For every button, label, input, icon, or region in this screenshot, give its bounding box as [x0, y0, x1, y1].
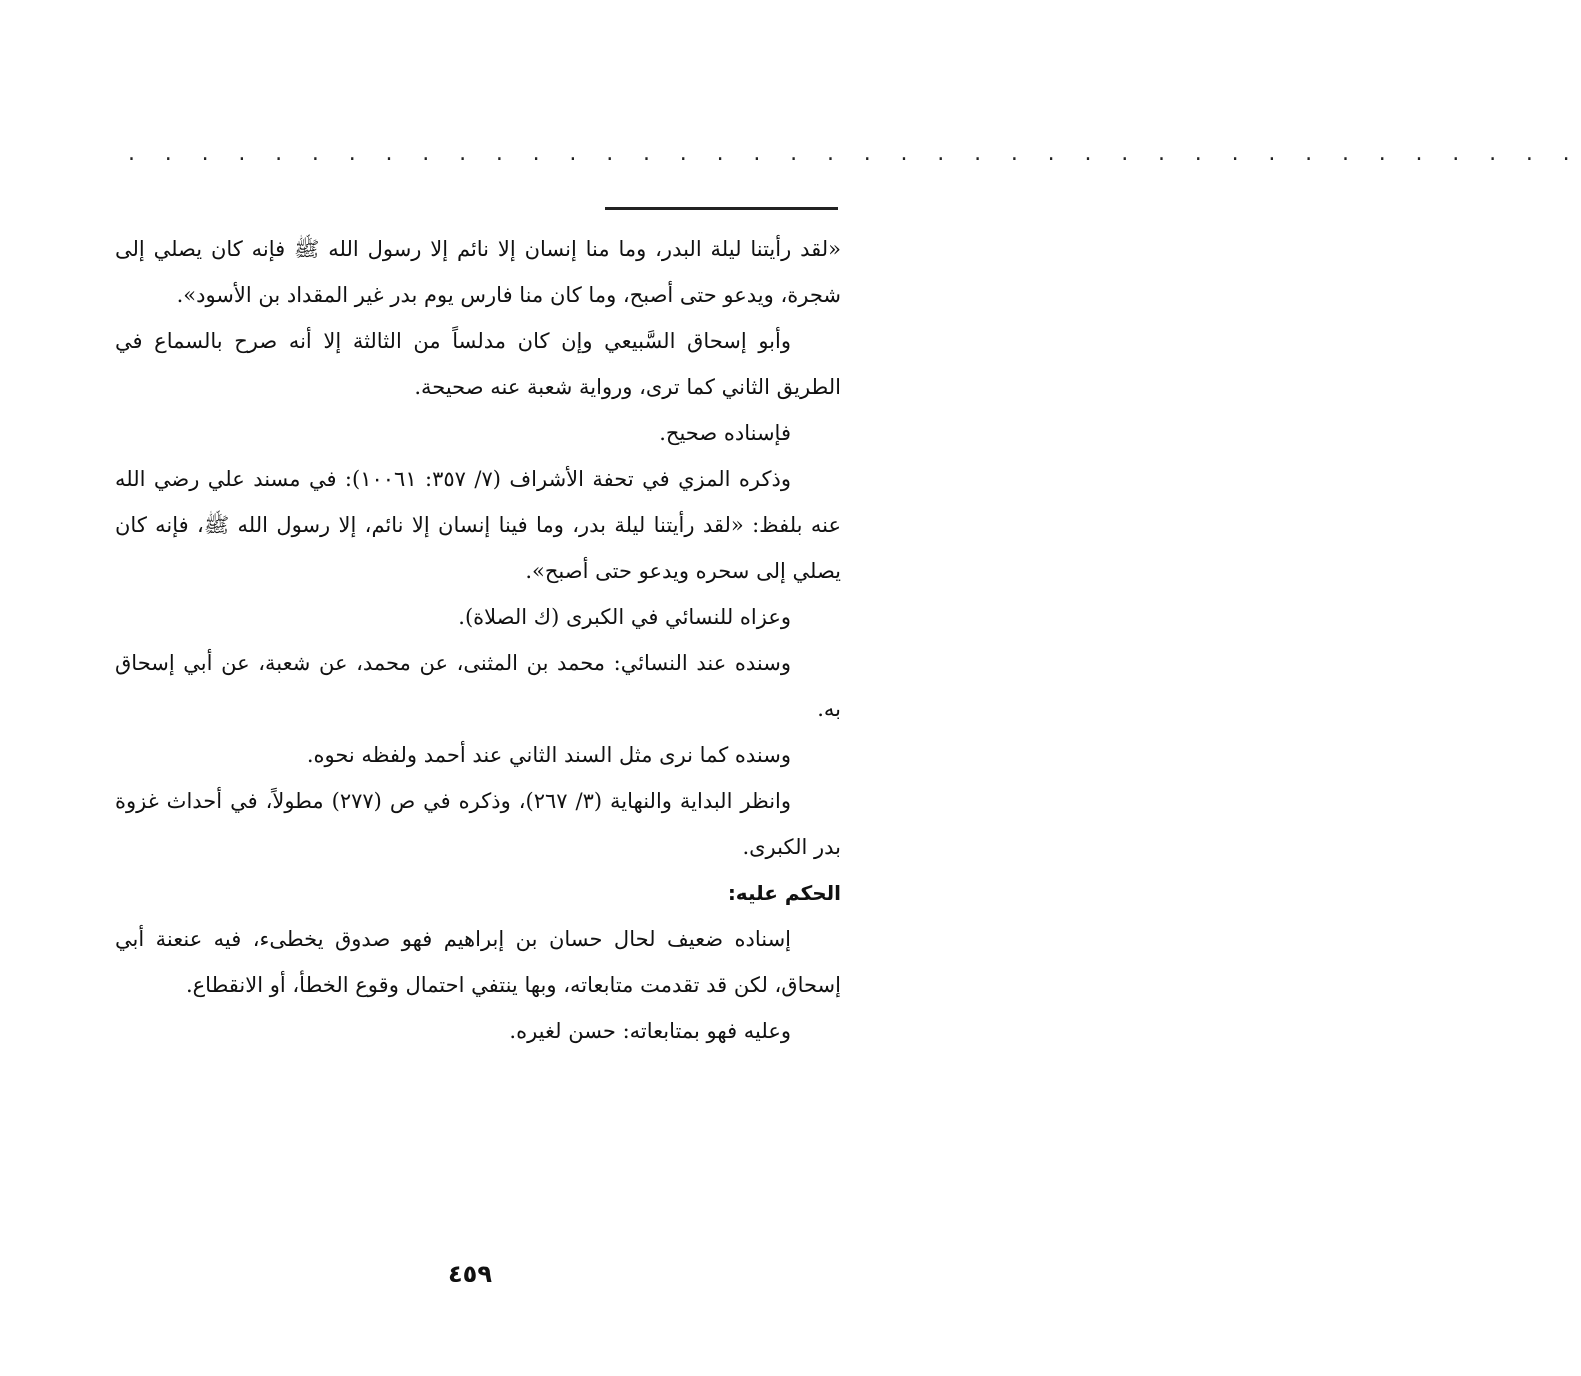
text-paragraph: وسنده كما نرى مثل السند الثاني عند أحمد ولفظه نحوه.	[306, 743, 791, 767]
text-paragraph: فإسناده صحيح.	[659, 421, 791, 445]
section-heading: الحكم عليه:	[727, 881, 841, 905]
text-paragraph: وعزاه للنسائي في الكبرى (ك الصلاة).	[458, 605, 791, 629]
page-number: ٤٥٩	[448, 1260, 492, 1288]
text-paragraph: وذكره المزي في تحفة الأشراف (٧/ ٣٥٧: ١٠٠٦١): في مسند علي رضي الله عنه بلفظ: «لقد رأيتنا ليلة بدر، وما فينا إنسان إلا نائم، إلا رسول الله ﷺ، فإنه كان يصلي إلى سحره ويدعو حتى أصبح».	[115, 467, 841, 583]
judgment-paragraph: وعليه فهو بمتابعاته: حسن لغيره.	[509, 1019, 791, 1043]
footnote-rule	[605, 207, 838, 210]
text-paragraph: وأبو إسحاق السَّبيعي وإن كان مدلساً من الثالثة إلا أنه صرح بالسماع في الطريق الثاني كما ترى، ورواية شعبة عنه صحيحة.	[115, 329, 841, 399]
text-paragraph: وسنده عند النسائي: محمد بن المثنى، عن محمد، عن شعبة، عن أبي إسحاق به.	[115, 651, 841, 721]
judgment-paragraph: إسناده ضعيف لحال حسان بن إبراهيم فهو صدوق يخطىء، فيه عنعنة أبي إسحاق، لكن قد تقدمت متابعاته، وبها ينتفي احتمال وقوع الخطأ، أو الانقطاع.	[115, 927, 841, 997]
quote-paragraph: «لقد رأيتنا ليلة البدر، وما منا إنسان إلا نائم إلا رسول الله ﷺ فإنه كان يصلي إلى شجرة، ويدعو حتى أصبح، وما كان منا فارس يوم بدر غير المقداد بن الأسود».	[115, 237, 841, 307]
text-paragraph: وانظر البداية والنهاية (٣/ ٢٦٧)، وذكره في ص (٢٧٧) مطولاً، في أحداث غزوة بدر الكبرى.	[115, 789, 841, 859]
main-text	[115, 226, 841, 1054]
separator-dots: . . . . . . . . . . . . . . . . . . . . . . . . . . . . . . . . . . . . . . . .	[128, 141, 1581, 166]
